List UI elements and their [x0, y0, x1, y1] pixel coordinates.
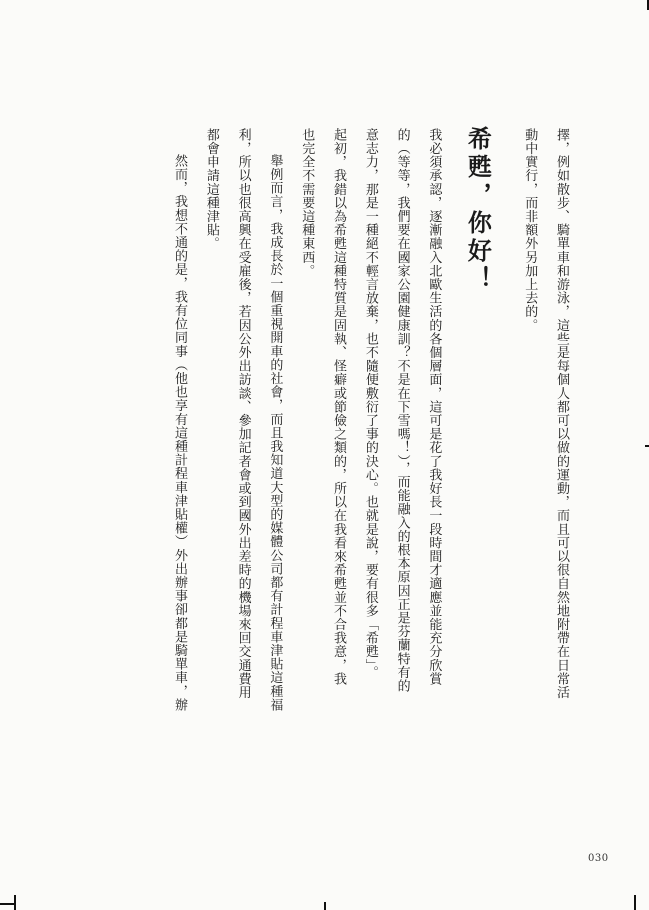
- text-column: 我必須承認，逐漸融入北歐生活的各個層面，這可是花了我好長一段時間才適應並能充分欣賞: [426, 128, 442, 686]
- vertical-text-body: [163, 128, 577, 768]
- text-column: 動中實行，而非額外另加上去的。: [522, 128, 538, 332]
- crop-mark-right-middle: [645, 445, 649, 447]
- text-column: 起初，我錯以為希甦這種特質是固執、怪癖或節儉之類的，所以在我看來希甦並不合我意，我: [331, 128, 347, 686]
- page-number: 030: [588, 853, 609, 864]
- text-column: 利，所以也很高興在受雇後，若因公外出訪談、參加記者會或到國外出差時的機場來回交通費用: [235, 128, 251, 700]
- text-column: 意志力，那是一種絕不輕言放棄，也不隨便敷衍了事的決心。也就是說，要有很多「希甦」。: [362, 128, 378, 680]
- crop-mark-bottom-left: [0, 903, 14, 905]
- text-column: 也完全不需要這種東西。: [299, 128, 315, 278]
- crop-mark-bottom-right: [634, 895, 636, 910]
- text-column: 然而，我想不通的是，我有位同事（他也享有這種計程車津貼權）外出辦事卻都是騎單車，辦: [172, 154, 188, 712]
- text-column: 舉例而言，我成長於一個重視開車的社會，而且我知道大型的媒體公司都有計程車津貼這種福: [267, 154, 283, 712]
- text-column: 都會申請這種津貼。: [203, 128, 219, 251]
- crop-mark-bottom-left-v: [14, 895, 16, 910]
- text-column: 的（等等，我們要在國家公園健康訓？不是在下雪嗎！），而能融入的根本原因正是芬蘭特有的: [394, 128, 410, 693]
- crop-mark-bottom-center: [324, 902, 326, 910]
- column-spacer: [505, 128, 513, 768]
- section-heading: 希甦，你好！: [463, 126, 492, 294]
- text-column: 擇，例如散步、騎單車和游泳，這些是每個人都可以做的運動，而且可以很自然地附帶在日常活: [554, 128, 569, 700]
